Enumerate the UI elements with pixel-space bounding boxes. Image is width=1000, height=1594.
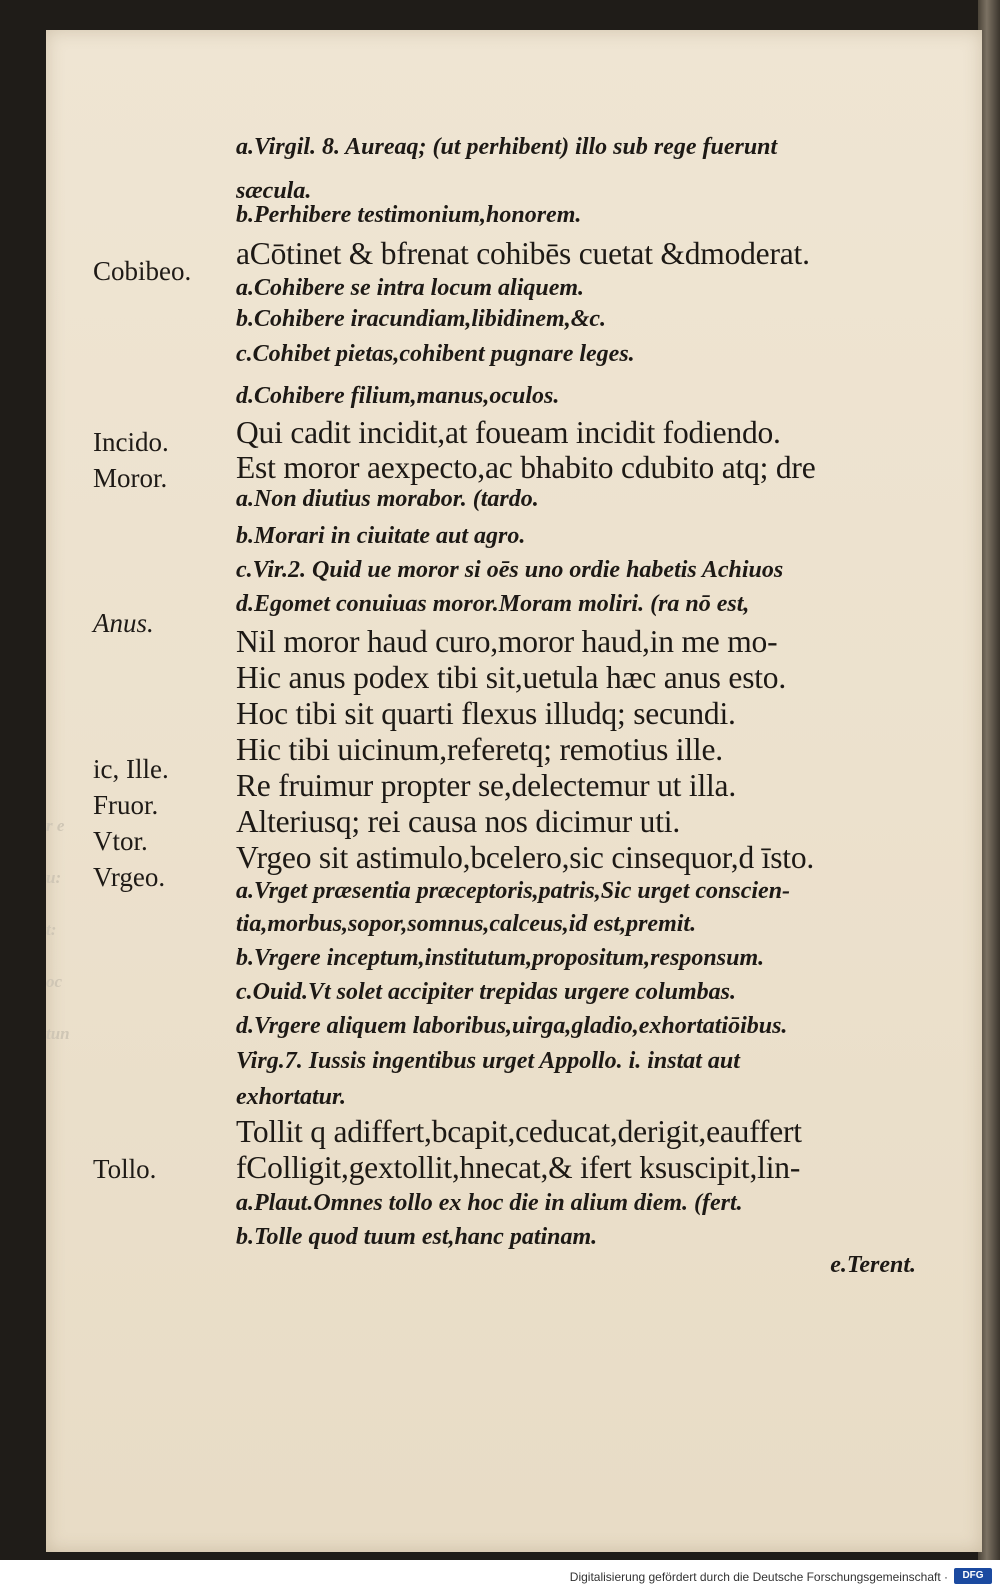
- ghost-letter: tun: [46, 1024, 70, 1043]
- margin-headword-tollo: Tollo.: [93, 1154, 157, 1184]
- text-line: Hic anus podex tibi sit,uetula hæc anus esto.: [236, 660, 787, 695]
- text-line: a.Plaut.Omnes tollo ex hoc die in alium diem. (fert.: [236, 1190, 743, 1216]
- text-line: Alteriusq; rei causa nos dicimur uti.: [236, 804, 680, 839]
- text-line: aCōtinet & bfrenat cohibēs cuetat &dmoderat.: [236, 236, 810, 271]
- text-line: Qui cadit incidit,at foueam incidit fodiendo.: [236, 415, 781, 450]
- text-line: a.Cohibere se intra locum aliquem.: [236, 275, 585, 301]
- text-line: Tollit q adiffert,bcapit,ceducat,derigit,eauffert: [236, 1114, 802, 1149]
- text-line: b.Morari in ciuitate aut agro.: [236, 523, 526, 549]
- footer-bar: [0, 1560, 1000, 1594]
- text-line: tia,morbus,sopor,somnus,calceus,id est,premit.: [236, 911, 697, 937]
- text-line: d.Egomet conuiuas moror.Moram moliri. (ra nō est,: [236, 591, 750, 617]
- text-line: exhortatur.: [236, 1084, 347, 1110]
- text-line: c.Vir.2. Quid ue moror si oēs uno ordie habetis Achiuos: [236, 557, 784, 583]
- margin-headword-cohibeo: Cobibeo.: [93, 256, 192, 286]
- margin-headword-incido: Incido.: [93, 427, 169, 457]
- text-line: Virg.7. Iussis ingentibus urget Appollo. i. instat aut: [236, 1048, 740, 1074]
- text-line: Hic tibi uicinum,referetq; remotius ille.: [236, 732, 723, 767]
- text-line: b.Tolle quod tuum est,hanc patinam.: [236, 1224, 598, 1250]
- ghost-letter: t:: [46, 920, 57, 939]
- margin-headword-vrgeo: Vrgeo.: [93, 862, 166, 892]
- text-line: Hoc tibi sit quarti flexus illudq; secundi.: [236, 696, 736, 731]
- text-line: sæcula.: [236, 178, 312, 204]
- margin-headword-vtor: Vtor.: [93, 826, 148, 856]
- ghost-letter: u:: [46, 868, 62, 887]
- text-line: d.Cohibere filium,manus,oculos.: [236, 383, 560, 409]
- margin-headword-hic-ille: ic, Ille.: [93, 754, 169, 784]
- funding-notice: Digitalisierung gefördert durch die Deutsche Forschungsgemeinschaft ·: [569, 1570, 948, 1584]
- ghost-letter: oc: [46, 972, 63, 991]
- text-line: c.Cohibet pietas,cohibent pugnare leges.: [236, 341, 635, 367]
- text-line: Nil moror haud curo,moror haud,in me mo-: [236, 624, 778, 659]
- dfg-logo: DFG: [954, 1568, 992, 1584]
- text-line: Vrgeo sit astimulo,bcelero,sic cinsequor,d īsto.: [236, 840, 815, 875]
- text-line: c.Ouid.Vt solet accipiter trepidas urgere columbas.: [236, 979, 736, 1005]
- text-line: Re fruimur propter se,delectemur ut illa.: [236, 768, 736, 803]
- text-line: a.Virgil. 8. Aureaq; (ut perhibent) illo sub rege fuerunt: [236, 134, 778, 160]
- text-line: b.Vrgere inceptum,institutum,propositum,responsum.: [236, 945, 765, 971]
- bleed-through-margin: [46, 800, 94, 1060]
- text-line: d.Vrgere aliquem laboribus,uirga,gladio,exhortatiōibus.: [236, 1013, 788, 1039]
- text-line: b.Perhibere testimonium,honorem.: [236, 202, 582, 228]
- text-line: fColligit,gextollit,hnecat,& ifert ksuscipit,lin-: [236, 1150, 801, 1185]
- catchword: e.Terent.: [830, 1252, 916, 1278]
- margin-headword-anus: Anus.: [93, 608, 154, 638]
- margin-headword-fruor: Fruor.: [93, 790, 159, 820]
- text-line: a.Non diutius morabor. (tardo.: [236, 486, 539, 512]
- text-line: a.Vrget præsentia præceptoris,patris,Sic urget conscien-: [236, 878, 791, 904]
- ghost-letter: r e: [46, 816, 65, 835]
- margin-headword-moror: Moror.: [93, 463, 168, 493]
- text-line: Est moror aexpecto,ac bhabito cdubito atq; dre: [236, 450, 816, 485]
- text-line: b.Cohibere iracundiam,libidinem,&c.: [236, 306, 607, 332]
